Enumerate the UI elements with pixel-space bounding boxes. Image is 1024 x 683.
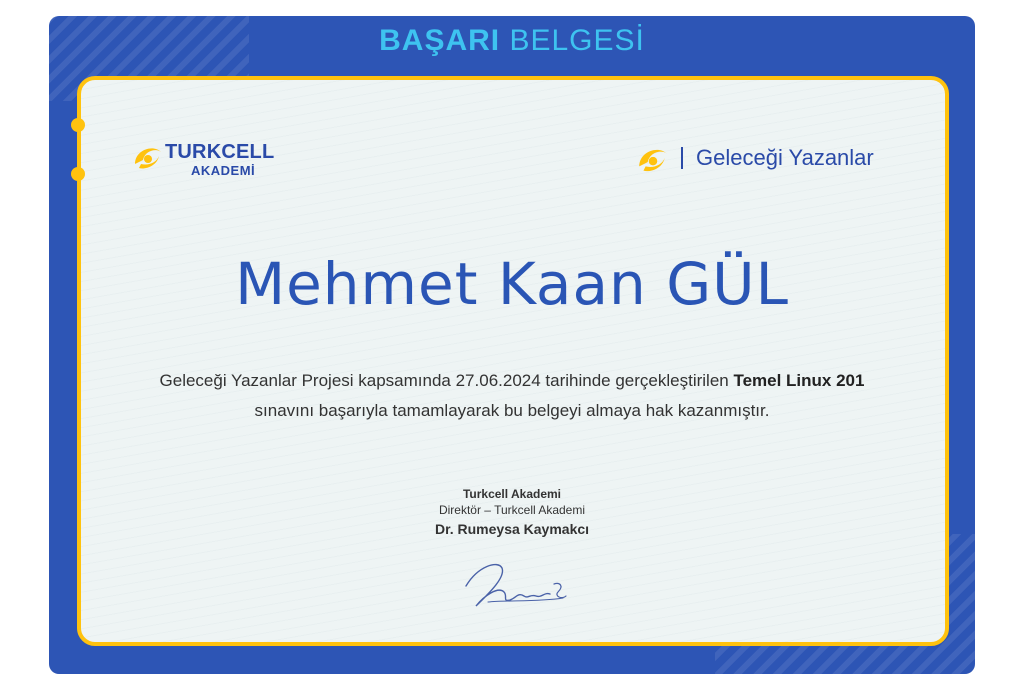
signatory-organization: Turkcell Akademi: [462, 487, 562, 501]
decorative-dot: [71, 118, 85, 132]
certificate-title: [49, 24, 975, 60]
certificate-title-light: BELGESİ: [509, 24, 645, 57]
turkcell-logo-icon: [635, 141, 671, 177]
certificate-body: [100, 366, 924, 426]
logo-brand-text: TURKCELL: [165, 141, 275, 163]
signatory-role: Direktör – Turkcell Akademi: [438, 503, 586, 517]
certificate-title-bold: BAŞARI: [379, 24, 501, 57]
gelecegi-yazanlar-logo: [635, 141, 905, 177]
signatory-block: [0, 486, 1024, 540]
signatory-name: Dr. Rumeysa Kaymakcı: [434, 521, 590, 537]
logo-separator: [681, 147, 683, 169]
logo-sub-text: AKADEMİ: [191, 163, 256, 178]
body-line2: sınavını başarıyla tamamlayarak bu belgeyi almaya hak kazanmıştır.: [254, 401, 770, 420]
decorative-dot: [71, 167, 85, 181]
turkcell-akademi-logo: [131, 136, 281, 180]
logo-right-text: Geleceği Yazanlar: [696, 145, 874, 170]
recipient-name: Mehmet Kaan GÜL: [235, 250, 789, 318]
body-line1-prefix: Geleceği Yazanlar Projesi kapsamında 27.06.2024 tarihinde gerçekleştirilen: [159, 371, 734, 390]
course-name: Temel Linux 201: [733, 371, 865, 390]
handwritten-signature: [458, 556, 573, 616]
turkcell-logo-icon: [131, 140, 165, 174]
